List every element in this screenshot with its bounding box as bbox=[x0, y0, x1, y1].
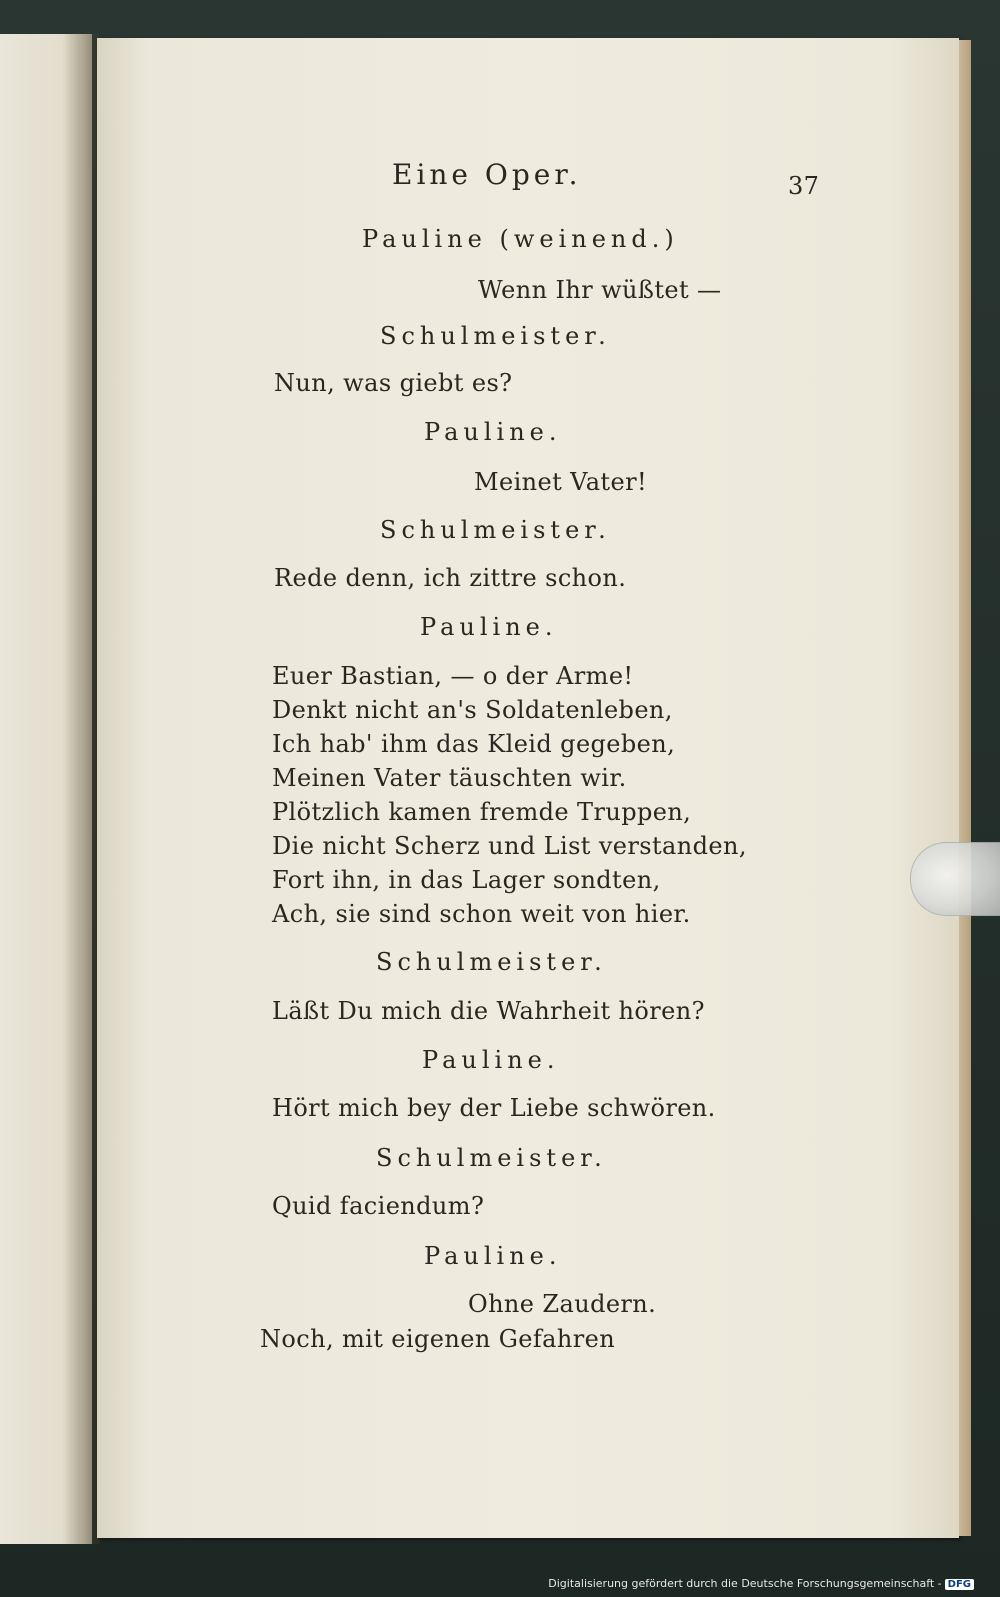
dfg-logo: DFG bbox=[945, 1579, 974, 1590]
speaker-schulmeister: Schulmeister. bbox=[376, 1144, 607, 1172]
verse-line: Denkt nicht an's Soldatenleben, bbox=[272, 696, 673, 724]
speaker-pauline: Pauline (weinend.) bbox=[362, 225, 679, 253]
book-gutter bbox=[62, 34, 100, 1544]
text-line: Rede denn, ich zittre schon. bbox=[274, 564, 627, 592]
page-stack-edge bbox=[959, 40, 971, 1536]
page-clip bbox=[910, 842, 1000, 916]
speaker-schulmeister: Schulmeister. bbox=[376, 948, 607, 976]
speaker-pauline: Pauline. bbox=[420, 613, 558, 641]
text-line: Hört mich bey der Liebe schwören. bbox=[272, 1094, 716, 1122]
page-number: 37 bbox=[788, 172, 820, 200]
text-line: Läßt Du mich die Wahrheit hören? bbox=[272, 997, 705, 1025]
credit-text: Digitalisierung gefördert durch die Deutsche Forschungsgemeinschaft - bbox=[548, 1577, 942, 1590]
text-line: Ohne Zaudern. bbox=[468, 1290, 657, 1318]
speaker-pauline: Pauline. bbox=[424, 1242, 562, 1270]
speaker-schulmeister: Schulmeister. bbox=[380, 516, 611, 544]
verse-line: Fort ihn, in das Lager sondten, bbox=[272, 866, 661, 894]
speaker-pauline: Pauline. bbox=[424, 418, 562, 446]
verse-line: Ach, sie sind schon weit von hier. bbox=[272, 900, 691, 928]
verse-line: Plötzlich kamen fremde Truppen, bbox=[272, 798, 692, 826]
digitization-credit bbox=[548, 1577, 974, 1590]
verse-line: Meinen Vater täuschten wir. bbox=[272, 764, 627, 792]
speaker-schulmeister: Schulmeister. bbox=[380, 322, 611, 350]
text-line: Noch, mit eigenen Gefahren bbox=[260, 1325, 616, 1353]
text-line: Quid faciendum? bbox=[272, 1192, 485, 1220]
text-line: Wenn Ihr wüßtet — bbox=[478, 276, 722, 304]
verse-line: Die nicht Scherz und List verstanden, bbox=[272, 832, 747, 860]
verse-line: Euer Bastian, — o der Arme! bbox=[272, 662, 634, 690]
verse-line: Ich hab' ihm das Kleid gegeben, bbox=[272, 730, 676, 758]
text-line: Nun, was giebt es? bbox=[274, 369, 513, 397]
running-header: Eine Oper. bbox=[392, 158, 582, 191]
text-line: Meinet Vater! bbox=[474, 468, 647, 496]
speaker-pauline: Pauline. bbox=[422, 1046, 560, 1074]
